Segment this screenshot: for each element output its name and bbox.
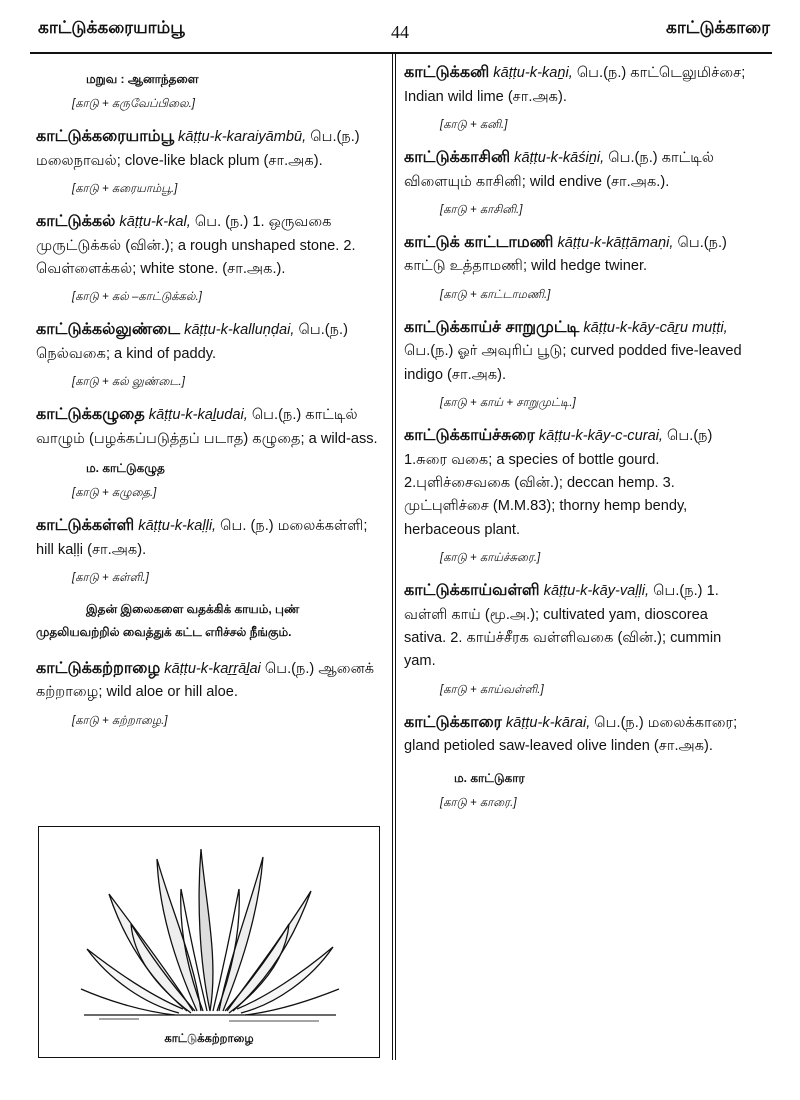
etymology: [காடு + கழுதை.] [72,487,157,500]
entry [404,315,752,411]
transliteration: kāṭṭu-k-kārai, [505,714,591,731]
etymology: [காடு + காய் + சாறுமுட்டி.] [440,397,576,410]
definition: பெ.(ந.) மலைக்காரை; gland petioled saw-leaved olive linden (சா.அக). [404,714,738,755]
etymology: [காடு + கற்றாழை.] [72,714,168,727]
entry [36,656,382,729]
definition: பெ. (ந.) 1. ஒருவகை முருட்டுக்கல் (வின்.); a rough unshaped stone. 2. வெள்ளைக்கல்; white stone. (சா.அக.). [36,213,356,277]
cross-reference: மறுவ : ஆனாந்தளை [86,72,199,86]
running-head-right: காட்டுக்காரை [666,18,770,37]
entry [404,230,752,303]
usage-note: இதன் இலைகளை வதக்கிக் காயம், புண் முதலியவற்றில் வைத்துக் கட்ட எரிச்சல் நீங்கும். [36,602,300,639]
running-head-left: காட்டுக்கரையாம்பூ [38,18,185,37]
page-number: 44 [391,22,409,42]
definition: பெ.(ந.) காட்டெலுமிச்சை; Indian wild lime (சா.அக). [404,65,746,105]
etymology: [காடு + காய்வள்ளி.] [440,683,544,696]
transliteration: kāṭṭu-k-kaḻudai, [148,407,248,424]
entry [36,513,382,644]
definition: பெ. (ந.) மலைக்கள்ளி; hill kaḷḷi (சா.அக). [36,518,368,558]
etymology: [காடு + கல் –காட்டுக்கல்.] [72,291,202,304]
entry [36,317,382,390]
definition: பெ.(ந.) காட்டில் விளையும் காசினி; wild endive (சா.அக.). [404,149,715,190]
headword: காட்டுக்காய்வள்ளி [404,582,540,600]
etymology: [காடு + காசினி.] [440,203,523,216]
transliteration: kāṭṭu-k-kāy-vaḷḷi, [543,583,650,600]
headword: காட்டுக்கனி [404,64,490,81]
definition: பெ.(ந.) மலைநாவல்; clove-like black plum (சா.அக). [36,129,360,169]
definition: பெ.(ந.) ஆனைக் கற்றாழை; wild aloe or hill aloe. [36,660,375,701]
header-rule [30,52,772,54]
figure-caption: காட்டுக்கற்றாழை [164,1033,254,1045]
transliteration: kāṭṭu-k-kal, [119,213,191,230]
headword: காட்டுக்கள்ளி [36,517,135,535]
entry [404,145,752,218]
entry [404,578,752,698]
definition: பெ.(ந) 1.சுரை வகை; a species of bottle gourd. 2.புளிச்சைவகை (வின்.); deccan hemp. 3. முட்புளிச்சை (M.M.83); thorny hemp bendy, herbaceous plant. [404,428,713,538]
transliteration: kāṭṭu-k-kāy-cāṟu muṭṭi, [583,319,728,336]
etymology: [காடு + காட்டாமணி.] [440,288,551,301]
headword: காட்டுக்காரை [404,713,502,731]
entry [404,710,752,811]
column-divider [392,52,396,1060]
headword: காட்டுக் காட்டாமணி [404,233,554,251]
etymology: [காடு + கரையாம்பூ.] [72,182,178,195]
transliteration: kāṭṭu-k-kāśiṉi, [514,149,605,166]
entry [36,402,382,501]
transliteration: kāṭṭu-k-kaṟṟāḻai [164,660,261,677]
transliteration: kāṭṭu-k-kāṭṭāmaṇi, [557,234,674,251]
definition: பெ.(ந.) காட்டில் வாழும் (பழக்கப்படுத்தப் படாத) கழுதை; a wild-ass. [36,407,378,447]
headword: காட்டுக்கல் [36,212,116,230]
aloe-plant-drawing [79,839,341,1029]
etymology: [காடு + காய்ச்சுரை.] [440,552,541,565]
headword: காட்டுக்கழுதை [36,406,145,424]
etymology: [காடு + கருவேப்பிலை.] [72,98,195,110]
headword: காட்டுக்கற்றாழை [36,659,161,677]
cross-reference: ம. காட்டுகழுத [86,461,165,476]
transliteration: kāṭṭu-k-karaiyāmbū, [178,129,307,145]
headword: காட்டுக்காசினி [404,148,511,166]
definition: பெ.(ந.) நெல்வகை; a kind of paddy. [36,322,348,362]
headword: காட்டுக்காய்ச் சாறுமுட்டி [404,318,580,336]
definition: பெ.(ந.) காட்டு உத்தாமணி; wild hedge twiner. [404,234,727,275]
etymology: [காடு + காரை.] [440,796,517,809]
headword: காட்டுக்கல்லுண்டை [36,321,181,339]
transliteration: kāṭṭu-k-kaṉi, [493,65,573,81]
etymology: [காடு + கனி.] [440,118,508,131]
definition: பெ.(ந.) 1. வள்ளி காய் (மூ.அ.); cultivated yam, dioscorea sativa. 2. காய்ச்சீரக வள்ளிவகை (வின்.); cummin yam. [404,583,722,670]
etymology: [காடு + கல் லுண்டை.] [72,376,185,389]
entry [36,209,382,305]
transliteration: kāṭṭu-k-kaḷḷi, [138,518,217,535]
definition: பெ.(ந.) ஓர் அவுரிப் பூடு; curved podded five-leaved indigo (சா.அக). [404,343,742,383]
etymology: [காடு + கள்ளி.] [72,572,149,585]
entry [404,423,752,566]
entry [404,60,752,133]
aloe-illustration [38,826,380,1058]
right-column [404,60,752,823]
transliteration: kāṭṭu-k-kalluṇḍai, [184,322,295,339]
left-column [36,60,382,741]
cross-reference: ம. காட்டுகார [454,770,525,785]
entry [36,124,382,197]
headword: காட்டுக்கரையாம்பூ [36,128,174,145]
transliteration: kāṭṭu-k-kāy-c-curai, [538,428,663,445]
headword: காட்டுக்காய்ச்சுரை [404,427,535,445]
